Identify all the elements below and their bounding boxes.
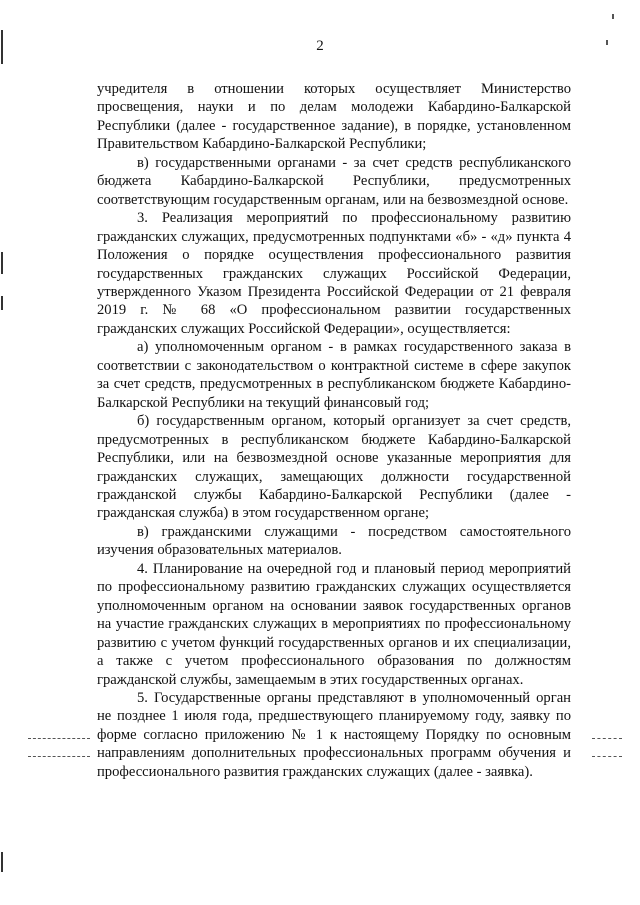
scan-dash-line [592, 738, 622, 739]
paragraph-item-5: 5. Государственные органы представляют в уполномоченный орган не позднее 1 июля года, предшествующего планируемому году, заявку по форме согласно приложению № 1 к настоящему Порядку по основным направлениям дополнительных профессиональных программ обучения и профессионального развития гражданских служащих (далее - заявка). [97, 689, 571, 780]
paragraph-item-4: 4. Планирование на очередной год и плановый период мероприятий по профессиональному развитию гражданских служащих осуществляется уполномоченным органом на основании заявок государственных органов на участие гражданских служащих в мероприятиях по профессиональному развитию с учетом функций государственных органов и их специализации, а также с учетом профессионального образования по должностям гражданской службы, замещаемым в этих государственных органах. [97, 560, 571, 688]
scan-dash-line [28, 738, 90, 739]
scan-edge-mark [1, 296, 3, 310]
paragraph-subitem-v: в) государственными органами - за счет средств республиканского бюджета Кабардино-Балкарской Республики, предусмотренных соответствующим государственным органам, или на безвозмездной основе. [97, 154, 571, 208]
paragraph-continuation: учредителя в отношении которых осуществляет Министерство просвещения, науки и по делам молодежи Кабардино-Балкарской Республики (далее - государственное задание), в порядке, установленном Правительством Кабардино-Балкарской Республики; [97, 81, 571, 153]
paragraph-subitem-b: б) государственным органом, который организует за счет средств, предусмотренных в республиканском бюджете Кабардино-Балкарской Республики, или на безвозмездной основе указанные мероприятия для гражданских служащих, замещающих должности государственной гражданской службы Кабардино-Балкарской Республики (далее - гражданская служба) в этом государственном органе; [97, 413, 571, 522]
scan-dash-line [28, 756, 90, 757]
scan-edge-mark [1, 852, 3, 872]
paragraph-item-3: 3. Реализация мероприятий по профессиональному развитию гражданских служащих, предусмотренных подпунктами «б» - «д» пункта 4 Положения о порядке осуществления профессионального развития государственных гражданских служащих Российской Федерации, утвержденного Указом Президента Российской Федерации от 21 февраля 2019 г. № 68 «О профессиональном развитии государственных гражданских служащих Российской Федерации», осуществляется: [97, 210, 571, 337]
scan-edge-mark [1, 30, 3, 64]
scan-speck [612, 14, 614, 19]
document-body [97, 80, 571, 781]
scan-dash-line [592, 756, 622, 757]
paragraph-subitem-v-2: в) гражданскими служащими - посредством самостоятельного изучения образовательных материалов. [97, 523, 571, 559]
scan-edge-mark [1, 252, 3, 274]
page-number: 2 [316, 38, 324, 54]
scan-speck [606, 40, 608, 45]
paragraph-subitem-a: а) уполномоченным органом - в рамках государственного заказа в соответствии с законодательством о контрактной системе в сфере закупок за счет средств, предусмотренных в республиканском бюджете Кабардино-Балкарской Республики на текущий финансовый год; [97, 339, 571, 411]
